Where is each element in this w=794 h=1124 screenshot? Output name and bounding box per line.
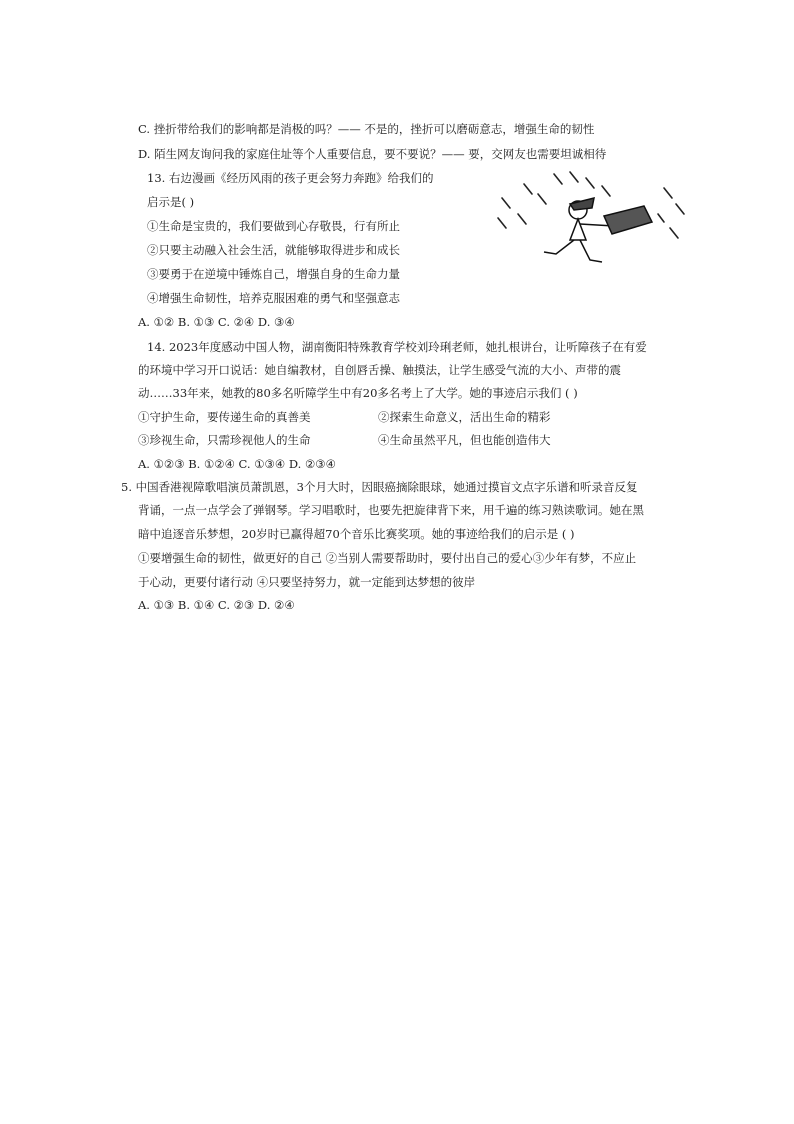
q14-item-3: ③珍视生命，只需珍视他人的生命 [138, 433, 311, 447]
q14-stem-line-2: 的环境中学习开口说话：她自编教材，自创唇舌操、触摸法，让学生感受气流的大小、声带的震 [138, 363, 621, 377]
q14-stem-line-1: 14. 2023年度感动中国人物，湖南衡阳特殊教育学校刘玲琍老师，她扎根讲台，让听障孩子在有爱 [147, 340, 647, 354]
q14-stem-line-3: 动……33年来，她教的80多名听障学生中有20多名考上了大学。她的事迹启示我们 ( ) [138, 386, 578, 400]
q13-item-1: ①生命是宝贵的，我们要做到心存敬畏，行有所止 [147, 219, 400, 233]
q13-item-3: ③要勇于在逆境中锤炼自己，增强自身的生命力量 [147, 267, 400, 281]
q15-stem-line-4: ①要增强生命的韧性，做更好的自己 ②当别人需要帮助时，要付出自己的爱心③少年有梦，不应止 [138, 551, 637, 565]
q13-stem-line-2: 启示是( ) [147, 195, 195, 209]
running-child-in-rain-cartoon [494, 170, 690, 270]
q12-option-d: D. 陌生网友询问我的家庭住址等个人重要信息，要不要说？—— 要，交网友也需要坦诚相待 [138, 147, 607, 161]
q14-answer-options: A. ①②③ B. ①②④ C. ①③④ D. ②③④ [138, 457, 336, 471]
q13-answer-options: A. ①② B. ①③ C. ②④ D. ③④ [138, 315, 295, 329]
q14-item-1: ①守护生命，要传递生命的真善美 [138, 410, 311, 424]
q15-stem-line-5: 于心动，更要付诸行动 ④只要坚持努力，就一定能到达梦想的彼岸 [138, 575, 476, 589]
q13-item-4: ④增强生命韧性，培养克服困难的勇气和坚强意志 [147, 291, 400, 305]
q15-answer-options: A. ①③ B. ①④ C. ②③ D. ②④ [138, 598, 295, 612]
q12-option-c: C. 挫折带给我们的影响都是消极的吗？—— 不是的，挫折可以磨砺意志，增强生命的韧性 [138, 122, 595, 136]
q14-item-2: ②探索生命意义，活出生命的精彩 [378, 410, 551, 424]
q13-stem-line-1: 13. 右边漫画《经历风雨的孩子更会努力奔跑》给我们的 [147, 171, 434, 185]
q15-stem-line-1: 5. 中国香港视障歌唱演员萧凯恩，3个月大时，因眼癌摘除眼球，她通过摸盲文点字乐谱和听录音反复 [121, 480, 638, 494]
q15-stem-line-2: 背诵，一点一点学会了弹钢琴。学习唱歌时，也要先把旋律背下来，用千遍的练习熟读歌词。她在黑 [138, 503, 644, 517]
q14-item-4: ④生命虽然平凡，但也能创造伟大 [378, 433, 551, 447]
q15-stem-line-3: 暗中追逐音乐梦想，20岁时已赢得超70个音乐比赛奖项。她的事迹给我们的启示是 ( ) [138, 527, 575, 541]
q13-item-2: ②只要主动融入社会生活，就能够取得进步和成长 [147, 243, 400, 257]
